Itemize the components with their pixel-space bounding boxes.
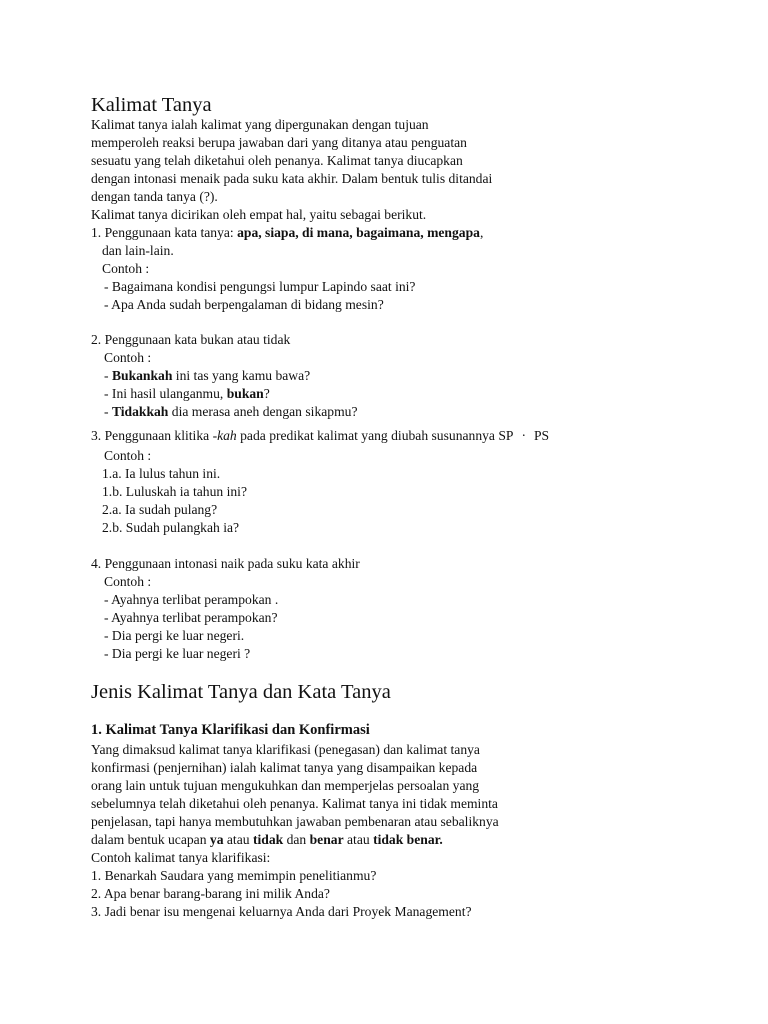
section-title-jenis-kalimat-tanya: Jenis Kalimat Tanya dan Kata Tanya [91,681,391,703]
item3-example: 2.a. Ia sudah pulang? [102,502,218,517]
item1-example: - Apa Anda sudah berpengalaman di bidang mesin? [104,297,384,312]
para-line: konfirmasi (penjernihan) ialah kalimat tanya yang disampaikan kepada [91,760,478,775]
item3-text: 3. Penggunaan klitika [91,428,213,443]
example-text: dia merasa aneh dengan sikapmu? [168,404,358,419]
intro-line: memperoleh reaksi berupa jawaban dari yang ditanya atau penguatan [91,135,467,150]
item1-heading [91,224,483,242]
intro-line: sesuatu yang telah diketahui oleh penanya. Kalimat tanya diucapkan [91,153,463,168]
item3-text: pada predikat kalimat yang diubah susunannya SP [236,428,514,443]
intro-line: Kalimat tanya ialah kalimat yang dipergunakan dengan tujuan [91,117,429,132]
item4-example: - Dia pergi ke luar negeri ? [104,646,251,661]
contoh-klarifikasi-label: Contoh kalimat tanya klarifikasi: [91,850,271,865]
para-text: dalam bentuk ucapan [91,832,210,847]
item4-heading: 4. Penggunaan intonasi naik pada suku kata akhir [91,556,360,571]
item3-heading [91,427,549,445]
item4-example: - Dia pergi ke luar negeri. [104,628,245,643]
item4-contoh-label: Contoh : [104,574,152,589]
para-text: atau [343,832,374,847]
klarifikasi-example: 3. Jadi benar isu mengenai keluarnya Anda dari Proyek Management? [91,904,472,919]
para-text: atau [223,832,253,847]
para-bold: tidak [252,832,284,847]
para-text: dan [283,832,310,847]
para-bold: benar [309,832,344,847]
item3-example: 2.b. Sudah pulangkah ia? [102,520,240,535]
item1-contoh-label: Contoh : [102,261,150,276]
item1-continuation: dan lain-lain. [102,243,174,258]
example-text: - [104,404,112,419]
example-text: ? [263,386,270,401]
item1-prefix: 1. Penggunaan kata tanya: [91,225,238,240]
example-text: ini tas yang kamu bawa? [172,368,311,383]
example-text: - Ini hasil ulanganmu, [104,386,227,401]
para-line: Yang dimaksud kalimat tanya klarifikasi (penegasan) dan kalimat tanya [91,742,480,757]
item1-question-words: apa, siapa, di mana, bagaimana, mengapa [237,225,480,240]
item4-example: - Ayahnya terlibat perampokan? [104,610,278,625]
para-bold: ya [209,832,224,847]
item2-example [104,367,310,385]
para-line: orang lain untuk tujuan mengukuhkan dan memperjelas persoalan yang [91,778,480,793]
item2-example [104,385,270,403]
item2-contoh-label: Contoh : [104,350,152,365]
example-bold: Tidakkah [111,404,169,419]
item2-example [104,403,357,421]
item2-heading: 2. Penggunaan kata bukan atau tidak [91,332,291,347]
item3-klitika: -kah [212,428,237,443]
example-bold: bukan [226,386,264,401]
para-line: penjelasan, tapi hanya membutuhkan jawaban pembenaran atau sebaliknya [91,814,499,829]
klarifikasi-example: 1. Benarkah Saudara yang memimpin penelitianmu? [91,868,377,883]
item3-contoh-label: Contoh : [104,448,152,463]
intro-line: dengan tanda tanya (?). [91,189,218,204]
arrow-dot-icon: · [521,428,526,443]
para-line: sebelumnya telah diketahui oleh penanya. Kalimat tanya ini tidak meminta [91,796,498,811]
para-line-last [91,831,443,849]
item3-example: 1.b. Luluskah ia tahun ini? [102,484,247,499]
item1-example: - Bagaimana kondisi pengungsi lumpur Lapindo saat ini? [104,279,416,294]
section-title-kalimat-tanya: Kalimat Tanya [91,94,212,116]
subsection-title-klarifikasi: 1. Kalimat Tanya Klarifikasi dan Konfirmasi [91,722,370,738]
item3-example: 1.a. Ia lulus tahun ini. [102,466,221,481]
item4-example: - Ayahnya terlibat perampokan . [104,592,279,607]
item1-suffix: , [479,225,484,240]
example-bold: Bukankah [111,368,173,383]
item3-ps: PS [534,428,550,443]
example-text: - [104,368,112,383]
intro-line: dengan intonasi menaik pada suku kata akhir. Dalam bentuk tulis ditandai [91,171,493,186]
klarifikasi-example: 2. Apa benar barang-barang ini milik Anda? [91,886,330,901]
para-bold: tidak benar. [373,832,443,847]
intro-line: Kalimat tanya dicirikan oleh empat hal, yaitu sebagai berikut. [91,207,427,222]
